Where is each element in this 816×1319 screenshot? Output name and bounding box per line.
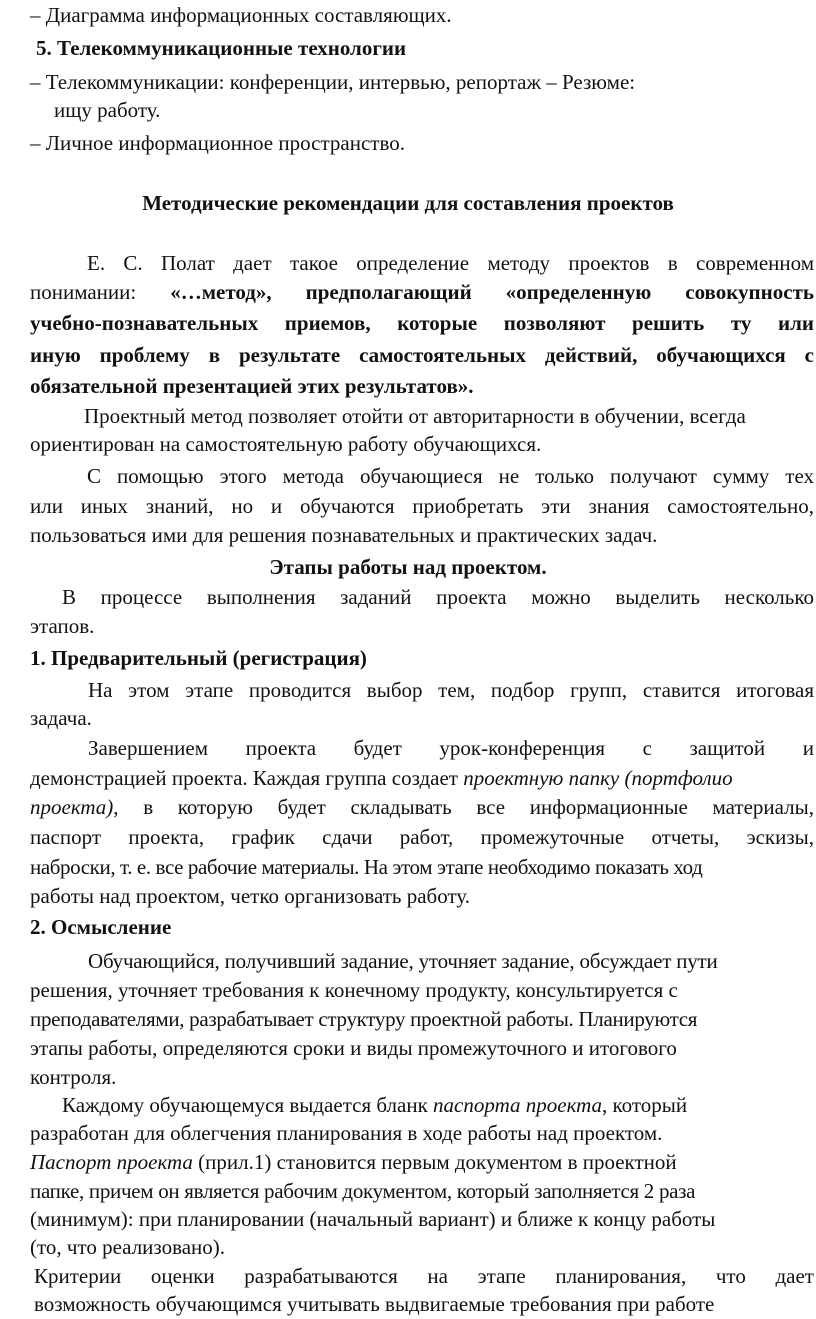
para-students-line-3: пользоваться ими для решения познавательных и практических задач. (30, 523, 658, 547)
word: и (802, 736, 814, 760)
stage2-p2-line-5: (минимум): при планировании (начальный вариант) и ближе к концу работы (30, 1207, 716, 1231)
word: будет (353, 736, 402, 760)
word: защитой (689, 736, 766, 760)
stages-title: Этапы работы над проектом. (269, 555, 547, 579)
stage2-p3-line-2: возможность обучающимся учитывать выдвигаемые требования при работе (34, 1292, 715, 1316)
para-method-line-1: Проектный метод позволяет отойти от авторитарности в обучении, всегда (84, 404, 746, 428)
stage2-p3-line-1: Критерии оценки разрабатываются на этапе планирования, что дает (34, 1264, 814, 1288)
stage1-p1-line-2: задача. (30, 706, 92, 730)
polat-line-5: обязательной презентацией этих результатов». (30, 374, 474, 398)
list-item-personal-space: – Личное информационное пространство. (30, 131, 405, 155)
polat-line-3: учебно-познавательных приемов, которые позволяют решить ту или (30, 311, 814, 335)
section5-heading: 5. Телекоммуникационные технологии (36, 36, 407, 60)
list-item-telecom-line2: ищу работу. (54, 98, 161, 122)
stage1-p2-line-4: паспорт проекта, график сдачи работ, промежуточные отчеты, эскизы, (30, 825, 814, 849)
polat-definition-start: «…метод», предполагающий «определенную совокупность (170, 280, 814, 304)
stage2-p2-line-1-plain: Каждому обучающемуся выдается бланк (62, 1093, 434, 1117)
para-stages-line-1: В процессе выполнения заданий проекта можно выделить несколько (62, 585, 814, 609)
section-title: Методические рекомендации для составления проектов (142, 191, 674, 215)
polat-line-4: иную проблему в результате самостоятельных действий, обучающихся с (30, 343, 814, 367)
portfolio-term-end: проекта) (30, 795, 114, 819)
list-item-telecom-line1: – Телекоммуникации: конференции, интервью, репортаж – Резюме: (30, 70, 636, 94)
polat-line-2 (30, 279, 814, 305)
stage1-p2-line-3-plain: , в которую будет складывать все информационные материалы, (113, 795, 814, 819)
stage1-p2-line-2 (30, 765, 733, 791)
polat-line-1: Е. С. Полат дает такое определение методу проектов в современном (87, 251, 814, 275)
stage2-heading: 2. Осмысление (30, 915, 172, 939)
stage2-p2-line-4: папке, причем он является рабочим документом, который заполняется 2 раза (30, 1179, 696, 1203)
stage2-p2-line-6: (то, что реализовано). (30, 1235, 226, 1259)
word: Завершением (88, 736, 209, 760)
stage2-p1-line-3: преподавателями, разрабатывает структуру проектной работы. Планируются (30, 1007, 698, 1031)
stage2-p2-line-1-tail: , который (602, 1093, 688, 1117)
para-students-line-2: или иных знаний, но и обучаются приобретать эти знания самостоятельно, (30, 494, 814, 518)
stage2-p2-line-1 (62, 1092, 687, 1118)
stage2-p1-line-2: решения, уточняет требования к конечному продукту, консультируется с (30, 978, 678, 1002)
para-stages-line-2: этапов. (30, 614, 95, 638)
stage1-p2-line-3 (30, 794, 814, 820)
word: с (642, 736, 652, 760)
stage1-p2-line-1 (88, 735, 814, 761)
stage1-p2-line-5: наброски, т. е. все рабочие материалы. На этом этапе необходимо показать ход (30, 855, 703, 879)
stage2-p2-line-2: разработан для облегчения планирования в ходе работы над проектом. (30, 1121, 663, 1145)
stage1-p1-line-1: На этом этапе проводится выбор тем, подбор групп, ставится итоговая (88, 678, 814, 702)
polat-line-2-plain: понимании: (30, 280, 171, 304)
list-item-diagram: – Диаграмма информационных составляющих. (30, 3, 452, 27)
word: проекта (245, 736, 317, 760)
stage2-p2-line-3-plain: (прил.1) становится первым документом в проектной (192, 1150, 677, 1174)
passport-term: паспорта проекта (433, 1093, 603, 1117)
stage2-p1-line-5: контроля. (30, 1065, 117, 1089)
stage1-p2-line-2-plain: демонстрацией проекта. Каждая группа создает (30, 766, 464, 790)
stage1-heading: 1. Предварительный (регистрация) (30, 646, 367, 670)
para-method-line-2: ориентирован на самостоятельную работу обучающихся. (30, 432, 542, 456)
para-students-line-1: С помощью этого метода обучающиеся не только получают сумму тех (87, 464, 814, 488)
stage2-p1-line-1: Обучающийся, получивший задание, уточняет задание, обсуждает пути (88, 949, 718, 973)
word: урок-конференция (439, 736, 606, 760)
stage2-p1-line-4: этапы работы, определяются сроки и виды промежуточного и итогового (30, 1036, 677, 1060)
passport-term-2: Паспорт проекта (30, 1150, 193, 1174)
portfolio-term: проектную папку (портфолио (463, 766, 733, 790)
stage2-p2-line-3 (30, 1149, 677, 1175)
stage1-p2-line-6: работы над проектом, четко организовать работу. (30, 884, 471, 908)
